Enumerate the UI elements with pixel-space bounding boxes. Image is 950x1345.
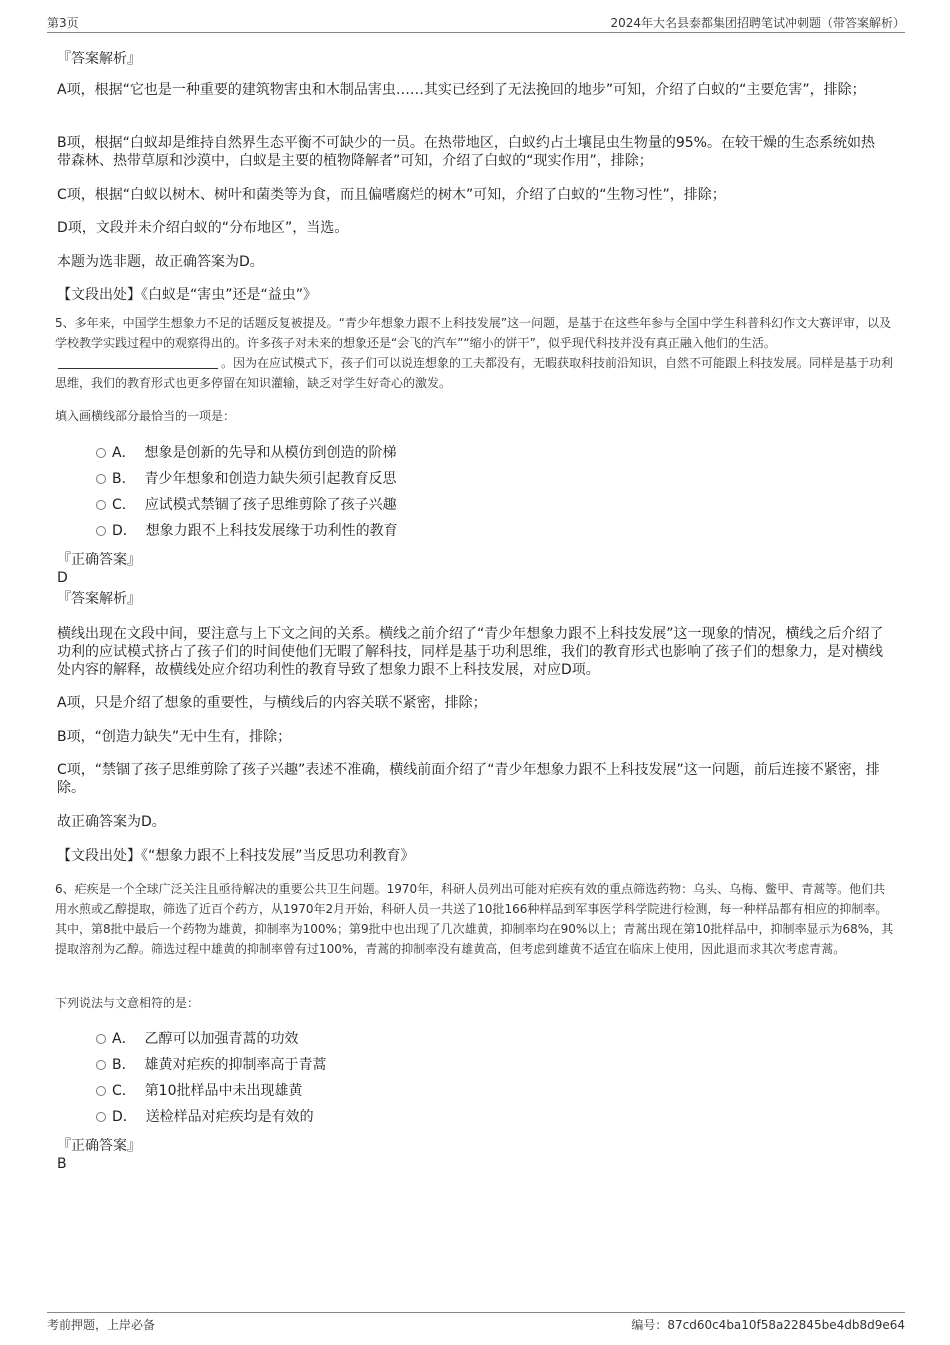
radio-icon[interactable]	[96, 1060, 106, 1070]
q5-option-a[interactable]	[96, 444, 396, 462]
q5-answer: D	[57, 570, 68, 586]
q5-option-c[interactable]	[96, 496, 397, 514]
page-footer	[47, 1312, 905, 1333]
q6-stem: 6、疟疾是一个全球广泛关注且亟待解决的重要公共卫生问题。1970年，科研人员列出可能对疟疾有效的重点筛选药物：乌头、乌梅、鳖甲、青蒿等。他们共用水煎或乙醇提取，筛选了近百个药方，从1970年2月开始，科研人员一共送了10批166种样品到军事医学科学院进行检测，每一种样品都有相应的抑制率。其中，第8批中最后一个药物为雄黄，抑制率为100%；第9批中也出现了几次雄黄，抑制率均在90%以上；青蒿出现在第10批样品中，抑制率显示为68%，其提取溶剂为乙醇。筛选过程中雄黄的抑制率曾有过100%，青蒿的抑制率没有雄黄高，但考虑到雄黄不适宜在临床上使用，因此退而求其次考虑青蒿。	[55, 882, 894, 956]
option-letter: D．	[112, 523, 137, 539]
option-letter: C．	[112, 1083, 136, 1099]
q5-prompt: 填入画横线部分最恰当的一项是：	[55, 409, 236, 423]
option-text: 雄黄对疟疾的抑制率高于青蒿	[144, 1057, 327, 1073]
q6-answer: B	[57, 1156, 67, 1172]
q5-answer-label: 『正确答案』	[57, 552, 141, 568]
q4-source: 【文段出处】《白蚁是“害虫”还是“益虫”》	[57, 287, 318, 303]
option-text: 送检样品对疟疾均是有效的	[145, 1109, 314, 1125]
document-title: 2024年大名县泰都集团招聘笔试冲刺题（带答案解析）	[610, 16, 905, 30]
radio-icon[interactable]	[96, 1086, 106, 1096]
option-text: 应试模式禁锢了孩子思维剪除了孩子兴趣	[144, 497, 397, 513]
radio-icon[interactable]	[96, 1112, 106, 1122]
q4-analysis-label: 『答案解析』	[57, 51, 141, 67]
q5-stem-part2: 。因为在应试模式下，孩子们可以说连想象的工夫都没有，无暇获取科技前沿知识，自然不可能跟上科技发展。同样是基于功利思维，我们的教育形式也更多停留在知识灌输，缺乏对学生好奇心的激发。	[55, 356, 894, 390]
q5-conclusion: 故正确答案为D。	[57, 814, 166, 830]
option-text: 想象是创新的先导和从模仿到创造的阶梯	[144, 445, 397, 461]
q5-analysis-b: B项，“创造力缺失”无中生有，排除；	[57, 729, 292, 745]
footer-slogan: 考前押题，上岸必备	[47, 1318, 156, 1332]
page-number: 第3页	[47, 16, 79, 30]
q5-stem	[55, 313, 897, 393]
q5-analysis: 横线出现在文段中间，要注意与上下文之间的关系。横线之前介绍了“青少年想象力跟不上科技发展”这一现象的情况，横线之后介绍了功利的应试模式挤占了孩子们的时间使他们无暇了解科技，同样是基于功利思维，我们的教育形式也影响了孩子们的想象力，是对横线处内容的解释，故横线处应介绍功利性的教育导致了想象力跟不上科技发展，对应D项。	[57, 626, 884, 678]
q6-option-a[interactable]	[96, 1030, 298, 1048]
radio-icon[interactable]	[96, 448, 106, 458]
q4-analysis-c: C项，根据“白蚁以树木、树叶和菌类等为食，而且偏嗜腐烂的树木”可知，介绍了白蚁的“生物习性”，排除；	[57, 187, 726, 203]
option-letter: B．	[112, 1057, 136, 1073]
radio-icon[interactable]	[96, 500, 106, 510]
q5-option-d[interactable]	[96, 522, 398, 540]
radio-icon[interactable]	[96, 474, 106, 484]
q4-conclusion: 本题为选非题，故正确答案为D。	[57, 254, 264, 270]
q4-analysis-d: D项，文段并未介绍白蚁的“分布地区”，当选。	[57, 220, 349, 236]
option-text: 想象力跟不上科技发展缘于功利性的教育	[145, 523, 398, 539]
q6-answer-label: 『正确答案』	[57, 1138, 141, 1154]
q6-option-b[interactable]	[96, 1056, 327, 1074]
radio-icon[interactable]	[96, 1034, 106, 1044]
option-letter: B．	[112, 471, 136, 487]
option-letter: A．	[112, 1031, 136, 1047]
q5-analysis-label: 『答案解析』	[57, 591, 141, 607]
q4-analysis-b: B项，根据“白蚁却是维持自然界生态平衡不可缺少的一员。在热带地区，白蚁约占土壤昆虫生物量的95%。在较干燥的生态系统如热带森林、热带草原和沙漠中，白蚁是主要的植物降解者”可知，介绍了白蚁的“现实作用”，排除；	[57, 135, 875, 169]
q6-option-d[interactable]	[96, 1108, 314, 1126]
radio-icon[interactable]	[96, 526, 106, 536]
option-text: 第10批样品中未出现雄黄	[144, 1083, 303, 1099]
document-id: 编号：87cd60c4ba10f58a22845be4db8d9e64	[631, 1318, 905, 1332]
option-letter: A．	[112, 445, 136, 461]
q4-analysis-a: A项，根据“它也是一种重要的建筑物害虫和木制品害虫……其实已经到了无法挽回的地步”可知，介绍了白蚁的“主要危害”，排除；	[57, 82, 866, 98]
q6-prompt: 下列说法与文意相符的是：	[55, 996, 200, 1010]
q5-stem-part1: 5、多年来，中国学生想象力不足的话题反复被提及。“青少年想象力跟不上科技发展”这一问题，是基于在这些年参与全国中学生科普科幻作文大赛评审，以及学校教学实践过程中的观察得出的。许多孩子对未来的想象还是“会飞的汽车”“缩小的饼干”，似乎现代科技并没有真正融入他们的生活。	[55, 316, 892, 350]
q5-analysis-a: A项，只是介绍了想象的重要性，与横线后的内容关联不紧密，排除；	[57, 695, 487, 711]
option-letter: C．	[112, 497, 136, 513]
answer-blank	[58, 356, 218, 369]
option-text: 青少年想象和创造力缺失须引起教育反思	[144, 471, 397, 487]
q5-source: 【文段出处】《“想象力跟不上科技发展”当反思功利教育》	[57, 848, 415, 864]
q5-option-b[interactable]	[96, 470, 397, 488]
q6-option-c[interactable]	[96, 1082, 303, 1100]
option-letter: D．	[112, 1109, 137, 1125]
option-text: 乙醇可以加强青蒿的功效	[144, 1031, 299, 1047]
q5-analysis-c: C项，“禁锢了孩子思维剪除了孩子兴趣”表述不准确，横线前面介绍了“青少年想象力跟不上科技发展”这一问题，前后连接不紧密，排除。	[57, 762, 880, 796]
page-header	[47, 14, 905, 33]
